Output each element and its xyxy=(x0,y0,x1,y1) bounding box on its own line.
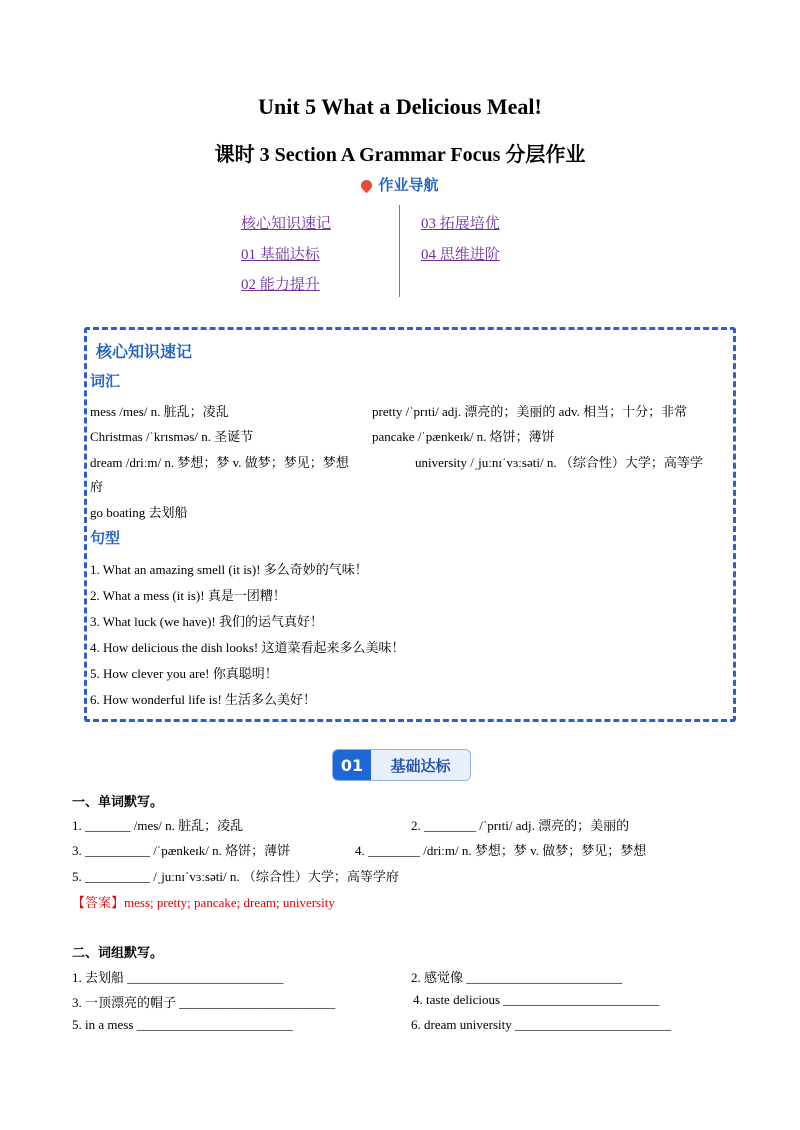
vocab-right: pretty /ˈprɪti/ adj. 漂亮的；美丽的 adv. 相当；十分；非常 xyxy=(372,404,688,419)
nav-heading xyxy=(0,174,800,195)
nav-link-thinking[interactable]: 04 思维进阶 xyxy=(421,247,500,263)
sentence-item: 3. What luck (we have)! 我们的运气真好！ xyxy=(90,614,323,629)
section-badge-number: 01 xyxy=(333,750,371,780)
vocab-left: mess /mes/ n. 脏乱；凌乱 xyxy=(90,404,229,419)
vocab-right: university /ˌjuːnɪˈvɜːsəti/ n. （综合性）大学；高等学 xyxy=(415,455,703,470)
question-line: 3. 一顶漂亮的帽子 ________________________ xyxy=(72,995,336,1010)
answer-text: 【答案】mess; pretty; pancake; dream; university xyxy=(72,895,335,910)
sentence-item: 6. How wonderful life is! 生活多么美好！ xyxy=(90,692,317,707)
question-line: 4. ________ /driːm/ n. 梦想；梦 v. 做梦；梦见；梦想 xyxy=(355,843,647,858)
sentence-heading: 句型 xyxy=(90,529,121,547)
page-subtitle: 课时 3 Section A Grammar Focus 分层作业 xyxy=(214,144,586,166)
nav-link-core[interactable]: 核心知识速记 xyxy=(241,216,332,232)
location-pin-icon xyxy=(359,178,375,194)
question-line: 1. 去划船 ________________________ xyxy=(72,970,284,985)
vocab-left: go boating 去划船 xyxy=(90,505,188,520)
core-heading: 核心知识速记 xyxy=(96,342,193,361)
question-heading: 二、词组默写。 xyxy=(72,946,164,961)
sentence-item: 1. What an amazing smell (it is)! 多么奇妙的气味！ xyxy=(90,562,368,577)
vocab-heading: 词汇 xyxy=(90,372,121,390)
question-line: 5. in a mess ________________________ xyxy=(72,1017,293,1032)
sentence-item: 5. How clever you are! 你真聪明！ xyxy=(90,666,278,681)
question-line: 4. taste delicious ________________________ xyxy=(413,992,660,1007)
nav-link-ability[interactable]: 02 能力提升 xyxy=(241,277,320,293)
nav-link-basic[interactable]: 01 基础达标 xyxy=(241,247,320,263)
section-badge xyxy=(332,749,471,781)
sentence-item: 2. What a mess (it is)! 真是一团糟！ xyxy=(90,588,286,603)
question-line: 2. ________ /ˈprɪti/ adj. 漂亮的；美丽的 xyxy=(411,818,630,833)
vocab-left: Christmas /ˈkrɪsməs/ n. 圣诞节 xyxy=(90,429,254,444)
nav-divider xyxy=(399,205,400,297)
nav-heading-text: 作业导航 xyxy=(378,176,439,194)
question-heading: 一、单词默写。 xyxy=(72,795,164,810)
vocab-left: 府 xyxy=(90,479,104,494)
question-line: 6. dream university ________________________ xyxy=(411,1017,671,1032)
page-title: Unit 5 What a Delicious Meal! xyxy=(258,94,542,119)
section-badge-label: 基础达标 xyxy=(371,750,470,780)
nav-link-extend[interactable]: 03 拓展培优 xyxy=(421,216,500,232)
question-line: 3. __________ /ˈpænkeɪk/ n. 烙饼；薄饼 xyxy=(72,843,291,858)
question-line: 5. __________ /ˌjuːnɪˈvɜːsəti/ n. （综合性）大学；高等学府 xyxy=(72,869,399,884)
question-line: 1. _______ /mes/ n. 脏乱；凌乱 xyxy=(72,818,244,833)
question-line: 2. 感觉像 ________________________ xyxy=(411,970,623,985)
sentence-item: 4. How delicious the dish looks! 这道菜看起来多么美味！ xyxy=(90,640,405,655)
vocab-left: dream /driːm/ n. 梦想；梦 v. 做梦；梦见；梦想 xyxy=(90,455,349,470)
vocab-right: pancake /ˈpænkeɪk/ n. 烙饼；薄饼 xyxy=(372,429,555,444)
